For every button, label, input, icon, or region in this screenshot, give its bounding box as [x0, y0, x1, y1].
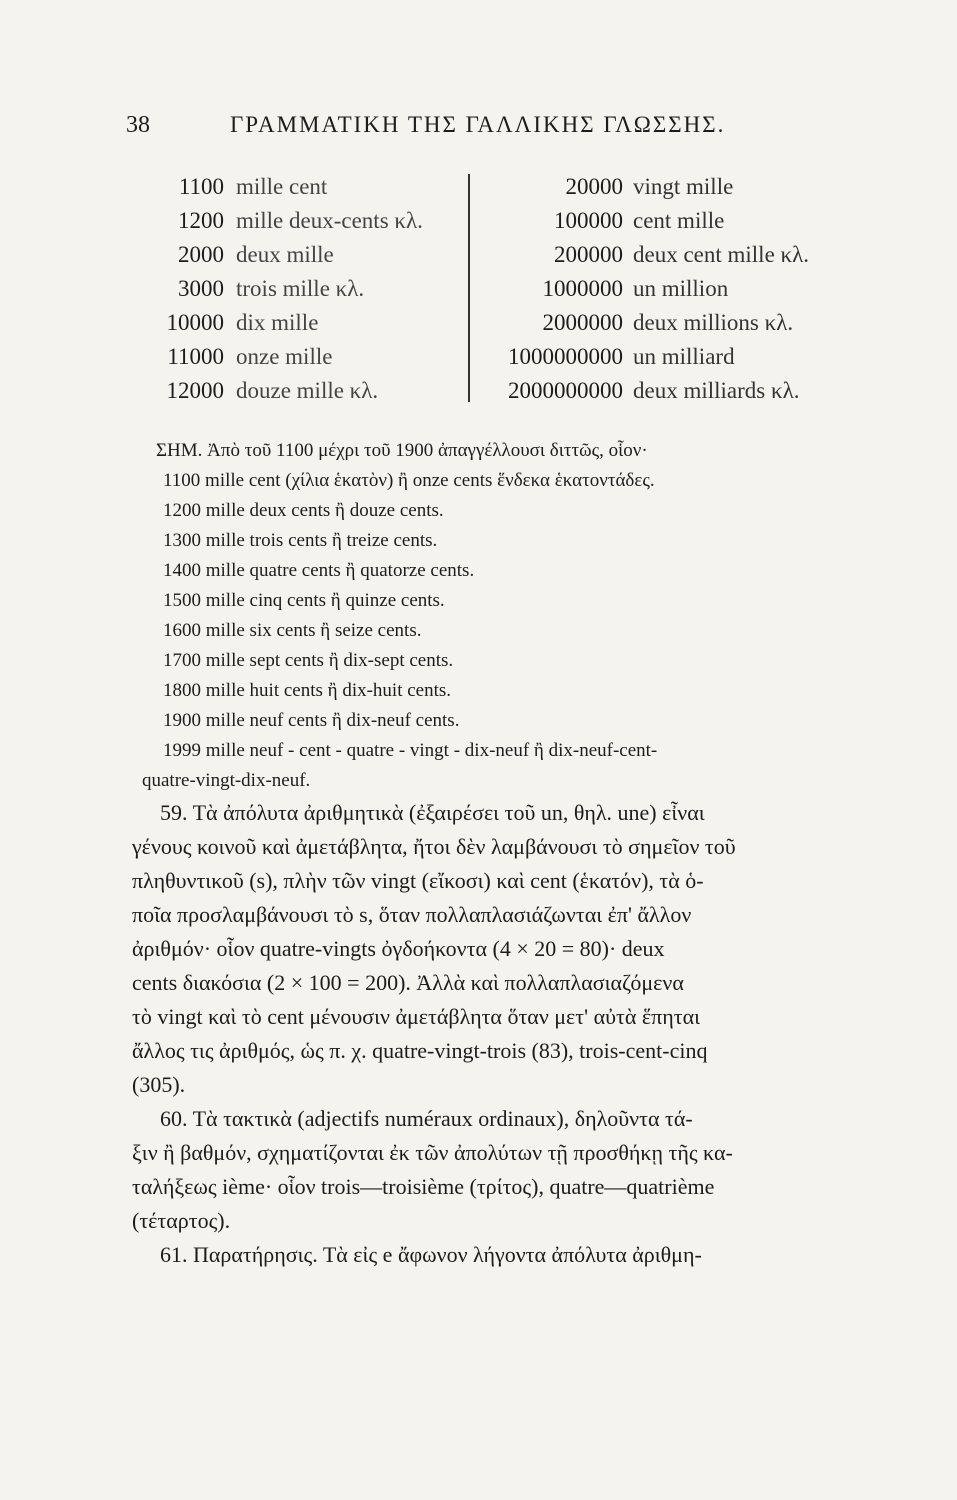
- paragraph-59: [132, 796, 822, 1102]
- table-row: [473, 340, 833, 374]
- note-line: 1100 mille cent (χίλια ἑκατὸν) ἢ onze cents ἕνδεκα ἑκατοντάδες.: [163, 470, 655, 491]
- table-row: [140, 170, 470, 204]
- number: 1000000000: [508, 344, 623, 369]
- column-divider: [468, 174, 470, 402]
- table-row: [140, 272, 470, 306]
- paragraph-line: ξιν ἢ βαθμόν, σχηματίζονται ἐκ τῶν ἀπολύτων τῇ προσθήκῃ τῆς κα-: [132, 1140, 733, 1165]
- paragraph-line: ταλήξεως ième· οἷον trois—troisième (τρίτος), quatre—quatrième: [132, 1174, 715, 1199]
- french-word: trois mille κλ.: [236, 276, 365, 301]
- number: 2000: [178, 242, 224, 267]
- table-row: [473, 374, 833, 408]
- number: 1000000: [542, 276, 623, 301]
- french-word: mille cent: [236, 174, 328, 199]
- number: 2000000: [542, 310, 623, 335]
- french-word: dix mille: [236, 310, 319, 335]
- table-row: [140, 204, 470, 238]
- note-line: 1500 mille cinq cents ἢ quinze cents.: [163, 590, 445, 611]
- numbers-table-right-column: [473, 170, 833, 408]
- table-row: [473, 204, 833, 238]
- table-row: [473, 170, 833, 204]
- paragraph-line: πληθυντικοῦ (s), πλὴν τῶν vingt (εἴκοσι) καὶ cent (ἑκατόν), τὰ ὁ-: [132, 868, 704, 893]
- number: 11000: [167, 344, 224, 369]
- paragraph-line: γένους κοινοῦ καὶ ἀμετάβλητα, ἤτοι δὲν λαμβάνουσι τὸ σημεῖον τοῦ: [132, 834, 736, 859]
- table-row: [140, 374, 470, 408]
- number: 1200: [178, 208, 224, 233]
- number: 100000: [554, 208, 623, 233]
- paragraph-line: 59. Τὰ ἀπόλυτα ἀριθμητικὰ (ἐξαιρέσει τοῦ un, θηλ. une) εἶναι: [160, 800, 705, 825]
- table-row: [473, 306, 833, 340]
- page-number: 38: [126, 112, 150, 138]
- french-word: vingt mille: [633, 174, 734, 199]
- number: 10000: [166, 310, 224, 335]
- paragraph-60: [132, 1102, 822, 1238]
- french-word: un milliard: [633, 344, 735, 369]
- french-word: deux mille: [236, 242, 334, 267]
- note-line: 1800 mille huit cents ἢ dix-huit cents.: [163, 680, 452, 701]
- french-word: deux milliards κλ.: [633, 378, 800, 403]
- paragraph-line: ἄλλος τις ἀριθμός, ὡς π. χ. quatre-vingt-trois (83), trois-cent-cinq: [132, 1038, 708, 1063]
- table-row: [473, 272, 833, 306]
- numbers-table: [140, 170, 830, 410]
- note-line: 1700 mille sept cents ἢ dix-sept cents.: [163, 650, 454, 671]
- note-line: 1999 mille neuf - cent - quatre - vingt - dix-neuf ἢ dix-neuf-cent-: [163, 740, 658, 761]
- french-word: mille deux-cents κλ.: [236, 208, 423, 233]
- french-word: un million: [633, 276, 729, 301]
- french-word: deux cent mille κλ.: [633, 242, 810, 267]
- paragraph-line: (τέταρτος).: [132, 1208, 231, 1233]
- note-line: 1400 mille quatre cents ἢ quatorze cents.: [163, 560, 475, 581]
- table-row: [140, 306, 470, 340]
- paragraph-61: [132, 1238, 822, 1272]
- paragraph-line: 61. Παρατήρησις. Τὰ εἰς e ἄφωνον λήγοντα ἀπόλυτα ἀριθμη-: [160, 1242, 702, 1267]
- french-word: cent mille: [633, 208, 725, 233]
- french-word: onze mille: [236, 344, 333, 369]
- paragraph-line: ἀριθμόν· οἷον quatre-vingts ὀγδοήκοντα (4 × 20 = 80)· deux: [132, 936, 665, 961]
- paragraph-line: τὸ vingt καὶ τὸ cent μένουσιν ἀμετάβλητα ὅταν μετ' αὐτὰ ἕπηται: [132, 1004, 701, 1029]
- number: 20000: [565, 174, 623, 199]
- note-block: [142, 436, 828, 796]
- french-word: douze mille κλ.: [236, 378, 379, 403]
- paragraph-line: (305).: [132, 1072, 186, 1097]
- note-line: 1200 mille deux cents ἢ douze cents.: [163, 500, 444, 521]
- table-row: [473, 238, 833, 272]
- number: 1100: [178, 174, 224, 199]
- page-header: [126, 112, 826, 142]
- number: 2000000000: [508, 378, 623, 403]
- french-word: deux millions κλ.: [633, 310, 794, 335]
- number: 12000: [166, 378, 224, 403]
- paragraph-line: cents διακόσια (2 × 100 = 200). Ἀλλὰ καὶ πολλαπλασιαζόμενα: [132, 970, 684, 995]
- table-row: [140, 238, 470, 272]
- paragraph-line: 60. Τὰ τακτικὰ (adjectifs numéraux ordinaux), δηλοῦντα τά-: [160, 1106, 693, 1131]
- note-line: 1600 mille six cents ἢ seize cents.: [163, 620, 422, 641]
- number: 200000: [554, 242, 623, 267]
- note-line: quatre-vingt-dix-neuf.: [142, 770, 311, 791]
- table-row: [140, 340, 470, 374]
- paragraph-line: ποῖα προσλαμβάνουσι τὸ s, ὅταν πολλαπλασιάζωνται ἐπ' ἄλλον: [132, 902, 692, 927]
- note-line: 1900 mille neuf cents ἢ dix-neuf cents.: [163, 710, 460, 731]
- running-title: ΓΡΑΜΜΑΤΙΚΗ ΤΗΣ ΓΑΛΛΙΚΗΣ ΓΛΩΣΣΗΣ.: [230, 112, 726, 137]
- note-line: 1300 mille trois cents ἢ treize cents.: [163, 530, 438, 551]
- note-line: ΣΗΜ. Ἀπὸ τοῦ 1100 μέχρι τοῦ 1900 ἀπαγγέλλουσι διττῶς, οἷον·: [156, 440, 648, 461]
- number: 3000: [178, 276, 224, 301]
- numbers-table-left-column: [140, 170, 470, 408]
